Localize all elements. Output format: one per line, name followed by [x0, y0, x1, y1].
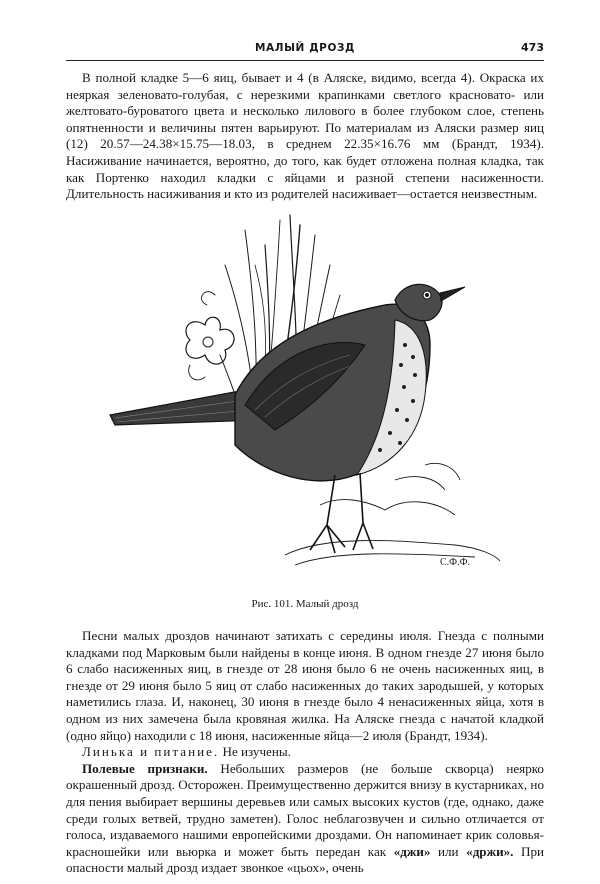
molt-text: Не изучены. — [222, 744, 291, 760]
call-or: или — [438, 843, 459, 859]
field-marks-heading: Полевые признаки. — [82, 760, 208, 776]
field-marks-tail: При опасности малый дрозд издает звонкое «цьох», очень — [66, 843, 545, 876]
paragraph-eggs: В полной кладке 5—6 яиц, бывает и 4 (в Аляске, видимо, всегда 4). Окраска их неяркая зеленовато-голубая, с нерезкими крапинками светлого красновато- или желтовато-буроватого цвета и несколько лилового в более глубоком слое, степень опятненности и величины пятен варьируют. По материалам из Аляски размер яиц (12) 20.57—24.38×15.75—18.03, в среднем 22.35×16.76 мм (Брандт, 1934). Насиживание начинается, вероятно, до того, как будет отложена полная кладка, так как Портенко находил кладки с яйцами и разной степени насиженности. Длительность насиживания и кто из родителей насиживает—остается неизвестным. — [66, 70, 544, 202]
illustrator-signature: С.Ф.Ф. — [440, 557, 470, 568]
header-rule — [66, 60, 544, 61]
running-head — [66, 40, 544, 58]
molt-paragraph — [66, 744, 544, 761]
running-head-title: МАЛЫЙ ДРОЗД — [254, 42, 355, 54]
thrush-illustration — [95, 205, 505, 590]
molt-heading: Линька и питание. — [82, 744, 220, 760]
call-dzhi: «джи» — [393, 843, 431, 859]
field-marks-text: Небольших размеров (не больше скворца) неярко окрашенный дрозд. Осторожен. Преимущественно держится внизу в кустарниках, но для пения выбирает вершины деревьев или самых высоких кустов (где, однако, даже среди голых ветвей, трудно заметен). Голос неблагозвучен и сильно отличается от голоса, издаваемого нашими европейскими дроздами. Он напоминает крик соловья-красношейки или вьюрка и может быть передан как — [66, 760, 544, 859]
text-block-bottom — [66, 628, 544, 877]
field-marks-paragraph — [66, 761, 544, 877]
figure-caption: Рис. 101. Малый дрозд — [251, 598, 359, 610]
call-drzhi: «држи». — [466, 843, 514, 859]
text-block-top — [66, 70, 544, 203]
paragraph-nesting: Песни малых дроздов начинают затихать с середины июля. Гнезда с полными кладками под Марковым были найдены в конце июня. В одном гнезде 27 июня было 6 слабо насиженных яиц, в гнезде от 28 июня было 6 не очень насиженных яиц, в гнезде от 29 июня было 5 яиц от слабо насиженных до таких зародышей, у которых наметились глаза. И, наконец, 30 июня в гнезде было 4 ненасиженных яйца, хотя в одном из них замечена была кровяная жилка. На Аляске гнезда с начатой кладкой (одно яйцо) находили с 18 июня, насиженные яйца—2 июля (Брандт, 1934). — [66, 628, 544, 743]
page-number: 473 — [521, 41, 544, 54]
